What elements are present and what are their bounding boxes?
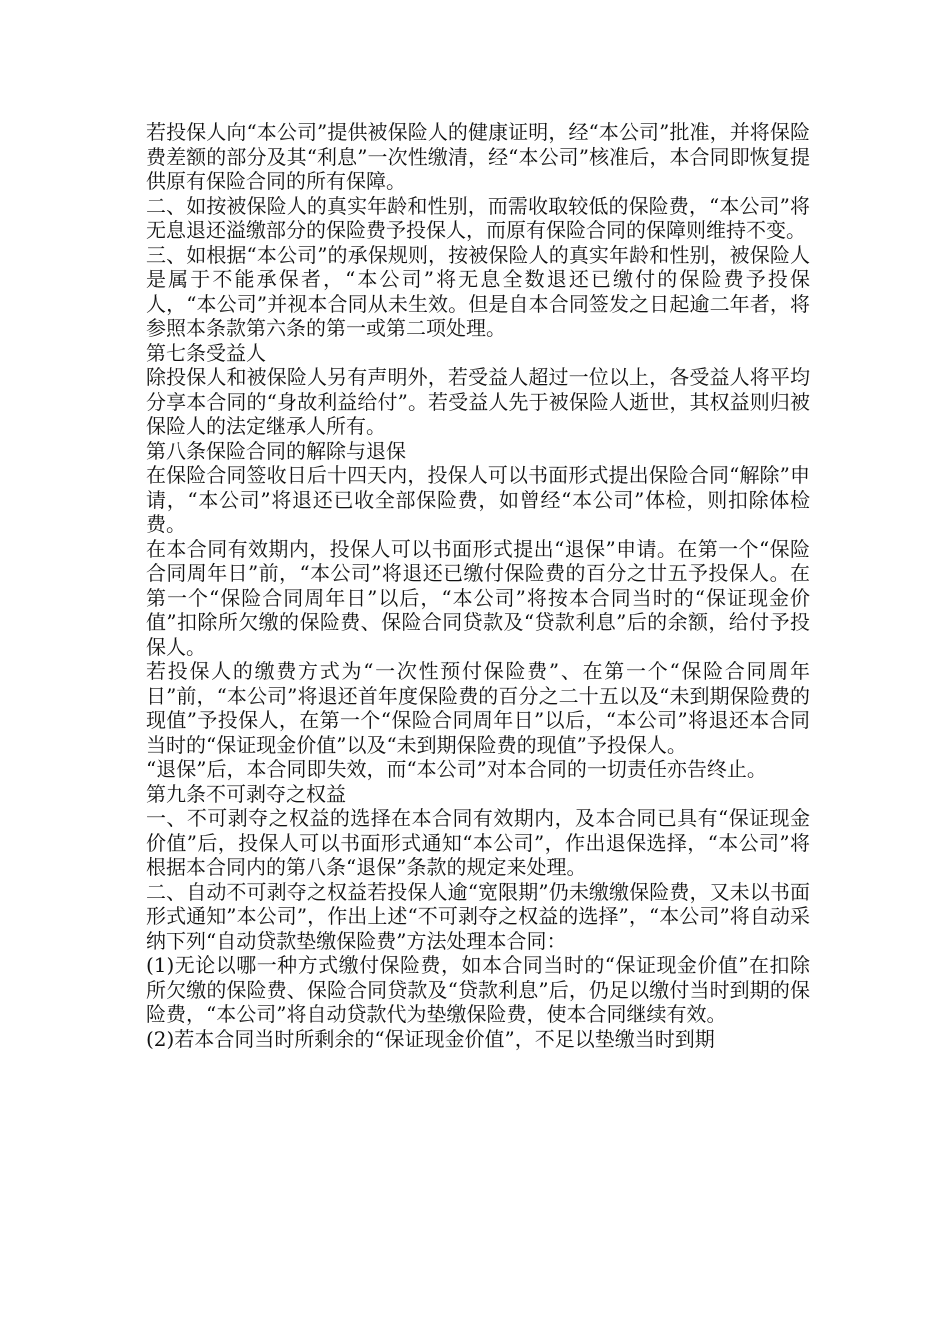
section-heading-article-8: 第八条保险合同的解除与退保 <box>146 438 406 463</box>
paragraph-auto-premium-loan-1: (1)无论以哪一种方式缴付保险费，如本合同当时的“保证现金价值”在扣除所欠缴的保险费、保险合同贷款及“贷款利息”后，仍足以缴付当时到期的保险费，“本公司”将自动贷款代为垫缴保险费，使本合同继续有效。 <box>146 953 810 1026</box>
paragraph-nonforfeiture-option: 一、不可剥夺之权益的选择在本合同有效期内，及本合同已具有“保证现金价值”后，投保人可以书面形式通知“本公司”，作出退保选择，“本公司”将根据本合同内的第八条“退保”条款的规定来处理。 <box>146 806 810 879</box>
paragraph-reinstatement: 若投保人向“本公司”提供被保险人的健康证明，经“本公司”批准，并将保险费差额的部分及其“利息”一次性缴清，经“本公司”核准后，本合同即恢复提供原有保险合同的所有保障。 <box>146 120 810 193</box>
section-heading-article-7: 第七条受益人 <box>146 340 266 365</box>
section-heading-article-9: 第九条不可剥夺之权益 <box>146 781 346 806</box>
paragraph-item-two-lower-premium: 二、如按被保险人的真实年龄和性别，而需收取较低的保险费，“本公司”将无息退还溢缴部分的保险费予投保人，而原有保险合同的保障则维持不变。 <box>146 193 810 242</box>
document-page <box>146 120 810 1051</box>
paragraph-after-surrender: “退保”后，本合同即失效，而“本公司”对本合同的一切责任亦告终止。 <box>146 757 767 781</box>
paragraph-beneficiary: 除投保人和被保险人另有声明外，若受益人超过一位以上，各受益人将平均分享本合同的“身故利益给付”。若受益人先于被保险人逝世，其权益则归被保险人的法定继承人所有。 <box>146 365 810 438</box>
paragraph-item-three-not-insurable: 三、如根据“本公司”的承保规则，按被保险人的真实年龄和性别，被保险人是属于不能承保者，“本公司”将无息全数退还已缴付的保险费予投保人，“本公司”并视本合同从未生效。但是自本合同签发之日起逾二年者，将参照本条款第六条的第一或第二项处理。 <box>146 242 810 340</box>
paragraph-auto-premium-loan-2: (2)若本合同当时所剩余的“保证现金价值”，不足以垫缴当时到期 <box>146 1026 715 1051</box>
paragraph-cancellation: 在保险合同签收日后十四天内，投保人可以书面形式提出保险合同“解除”申请，“本公司”将退还已收全部保险费，如曾经“本公司”体检，则扣除体检费。 <box>146 463 810 536</box>
paragraph-surrender: 在本合同有效期内，投保人可以书面形式提出“退保”申请。在第一个“保险合同周年日”前，“本公司”将退还已缴付保险费的百分之廿五予投保人。在第一个“保险合同周年日”以后，“本公司”将按本合同当时的“保证现金价值”扣除所欠缴的保险费、保险合同贷款及“贷款利息”后的余额，给付予投保人。 <box>146 536 810 659</box>
paragraph-single-premium-surrender: 若投保人的缴费方式为“一次性预付保险费”、在第一个“保险合同周年日”前，“本公司”将退还首年度保险费的百分之二十五以及“未到期保险费的现值”予投保人，在第一个“保险合同周年日”以后，“本公司”将退还本合同当时的“保证现金价值”以及“未到期保险费的现值”予投保人。 <box>146 659 810 757</box>
paragraph-automatic-nonforfeiture: 二、自动不可剥夺之权益若投保人逾“宽限期”仍未缴缴保险费，又未以书面形式通知”本公司”，作出上述“不可剥夺之权益的选择”，“本公司”将自动采纳下列“自动贷款垫缴保险费”方法处理本合同： <box>146 879 810 953</box>
